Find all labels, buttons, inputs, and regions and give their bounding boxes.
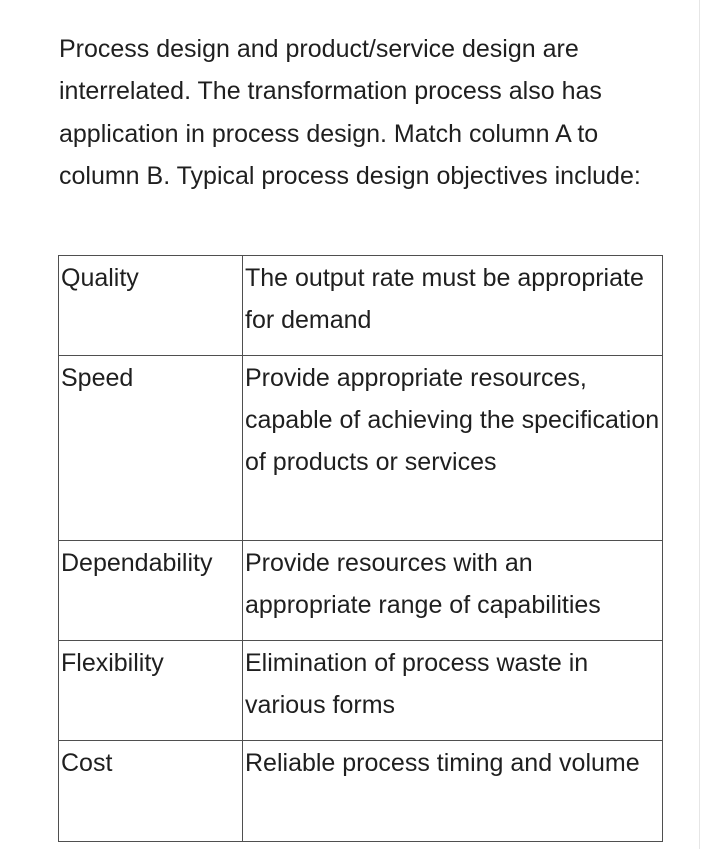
column-b-text: Provide appropriate resources, capable of achieving the specification of products or services xyxy=(245,364,660,476)
column-b-cell xyxy=(243,256,663,356)
column-a-text: Quality xyxy=(61,264,139,292)
table-row xyxy=(59,641,663,741)
table-row xyxy=(59,256,663,356)
column-b-cell xyxy=(243,741,663,842)
table-row xyxy=(59,541,663,641)
column-b-text: Provide resources with an appropriate range of capabilities xyxy=(245,549,601,619)
column-a-text: Speed xyxy=(61,364,134,392)
matching-table xyxy=(58,255,663,842)
column-b-cell xyxy=(243,356,663,541)
column-a-cell xyxy=(59,741,243,842)
column-b-cell xyxy=(243,541,663,641)
column-b-text: The output rate must be appropriate for demand xyxy=(245,264,644,334)
column-b-cell xyxy=(243,641,663,741)
column-a-cell xyxy=(59,256,243,356)
page-edge-divider xyxy=(699,0,700,849)
column-b-text: Reliable process timing and volume xyxy=(245,749,640,777)
table-row xyxy=(59,356,663,541)
column-a-cell xyxy=(59,641,243,741)
column-a-text: Dependability xyxy=(61,549,213,577)
column-a-text: Cost xyxy=(61,749,113,777)
column-a-cell xyxy=(59,356,243,541)
column-a-text: Flexibility xyxy=(61,649,164,677)
question-text: Process design and product/service design are interrelated. The transformation process also has application in process design. Match column A to column B. Typical process design objectives include: xyxy=(59,35,641,191)
table-row xyxy=(59,741,663,842)
column-b-text: Elimination of process waste in various forms xyxy=(245,649,589,719)
column-a-cell xyxy=(59,541,243,641)
